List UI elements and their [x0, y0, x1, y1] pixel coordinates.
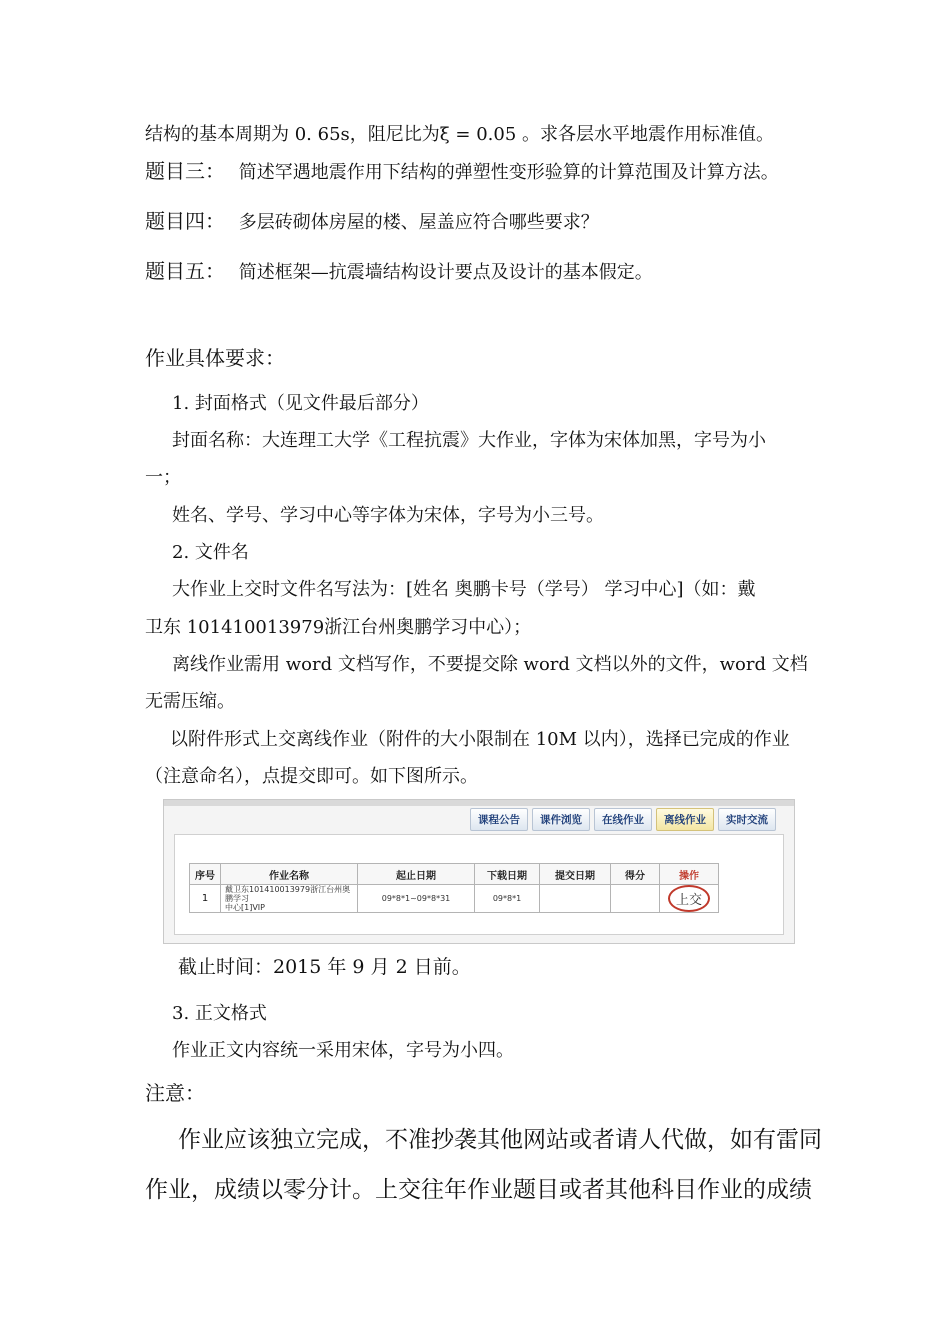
col-download: 下载日期 [475, 864, 540, 885]
course-tabs [470, 808, 776, 831]
row-submitted [540, 885, 611, 913]
cover-name-line: 封面名称：大连理工大学《工程抗震》大作业，字体为宋体加黑，字号为小 [172, 430, 766, 451]
tab-courseware[interactable]: 课件浏览 [532, 808, 590, 831]
section-2-title: 2. 文件名 [172, 542, 249, 563]
question-text: 简述罕遇地震作用下结构的弹塑性变形验算的计算范围及计算方法。 [238, 162, 779, 183]
cover-fields-line: 姓名、学号、学习中心等字体为宋体，字号为小三号。 [172, 505, 604, 526]
question-label: 题目五： [145, 259, 225, 283]
row-name-line2: 中心[1]VIP [225, 903, 265, 912]
homework-table [189, 863, 719, 913]
filename-line: 大作业上交时文件名写法为：[姓名 奥鹏卡号（学号） 学习中心]（如：戴 [172, 579, 756, 600]
question-text: 结构的基本周期为 0. 65s，阻尼比为ξ = 0.05 。求各层水平地震作用标准值。 [145, 124, 774, 145]
col-submitted: 提交日期 [540, 864, 611, 885]
tab-offline-homework[interactable]: 离线作业 [656, 808, 714, 831]
homework-panel [174, 834, 784, 935]
section-3-title: 3. 正文格式 [172, 1003, 267, 1024]
row-download: 09*8*1 [475, 885, 540, 913]
tab-live-chat[interactable]: 实时交流 [718, 808, 776, 831]
row-name-line1: 戴卫东101410013979浙江台州奥鹏学习 [225, 885, 351, 903]
submission-screenshot [163, 799, 795, 944]
filename-line-cont: 卫东 101410013979浙江台州奥鹏学习中心）； [145, 617, 532, 638]
row-action [660, 885, 719, 913]
section-1-title: 1. 封面格式（见文件最后部分） [172, 393, 429, 414]
submit-button[interactable]: 上交 [668, 885, 710, 912]
col-score: 得分 [611, 864, 660, 885]
question-4 [145, 210, 599, 234]
row-index: 1 [190, 885, 221, 913]
question-5 [145, 260, 653, 284]
note-line-2: 作业，成绩以零分计。上交往年作业题目或者其他科目作业的成绩 [145, 1177, 812, 1203]
deadline-line: 截止时间：2015 年 9 月 2 日前。 [178, 956, 471, 978]
col-action: 操作 [660, 864, 719, 885]
question-label: 题目四： [145, 209, 225, 233]
question-text: 多层砖砌体房屋的楼、屋盖应符合哪些要求？ [238, 212, 599, 233]
col-name: 作业名称 [221, 864, 358, 885]
col-index: 序号 [190, 864, 221, 885]
table-header-row [190, 864, 719, 885]
question-label: 题目三： [145, 159, 225, 183]
question-continuation [145, 124, 774, 146]
body-format-line: 作业正文内容统一采用宋体，字号为小四。 [172, 1040, 514, 1061]
cover-name-line-cont: 一； [145, 467, 181, 488]
word-format-line-cont: 无需压缩。 [145, 691, 235, 712]
word-format-line: 离线作业需用 word 文档写作，不要提交除 word 文档以外的文件，word 文档 [172, 654, 808, 675]
note-line-1: 作业应该独立完成，不准抄袭其他网站或者请人代做，如有雷同 [178, 1127, 822, 1153]
col-dates: 起止日期 [358, 864, 475, 885]
row-name [221, 885, 358, 913]
row-score [611, 885, 660, 913]
note-label: 注意： [145, 1081, 205, 1105]
tab-online-homework[interactable]: 在线作业 [594, 808, 652, 831]
question-3 [145, 160, 779, 184]
row-dates: 09*8*1~09*8*31 [358, 885, 475, 913]
screenshot-top-band [164, 800, 794, 806]
tab-course-notice[interactable]: 课程公告 [470, 808, 528, 831]
table-row [190, 885, 719, 913]
requirements-heading: 作业具体要求： [145, 346, 285, 370]
attachment-line: 以附件形式上交离线作业（附件的大小限制在 10M 以内），选择已完成的作业 [170, 729, 790, 750]
attachment-line-cont: （注意命名），点提交即可。如下图所示。 [145, 766, 478, 787]
question-text: 简述框架—抗震墙结构设计要点及设计的基本假定。 [238, 262, 653, 283]
